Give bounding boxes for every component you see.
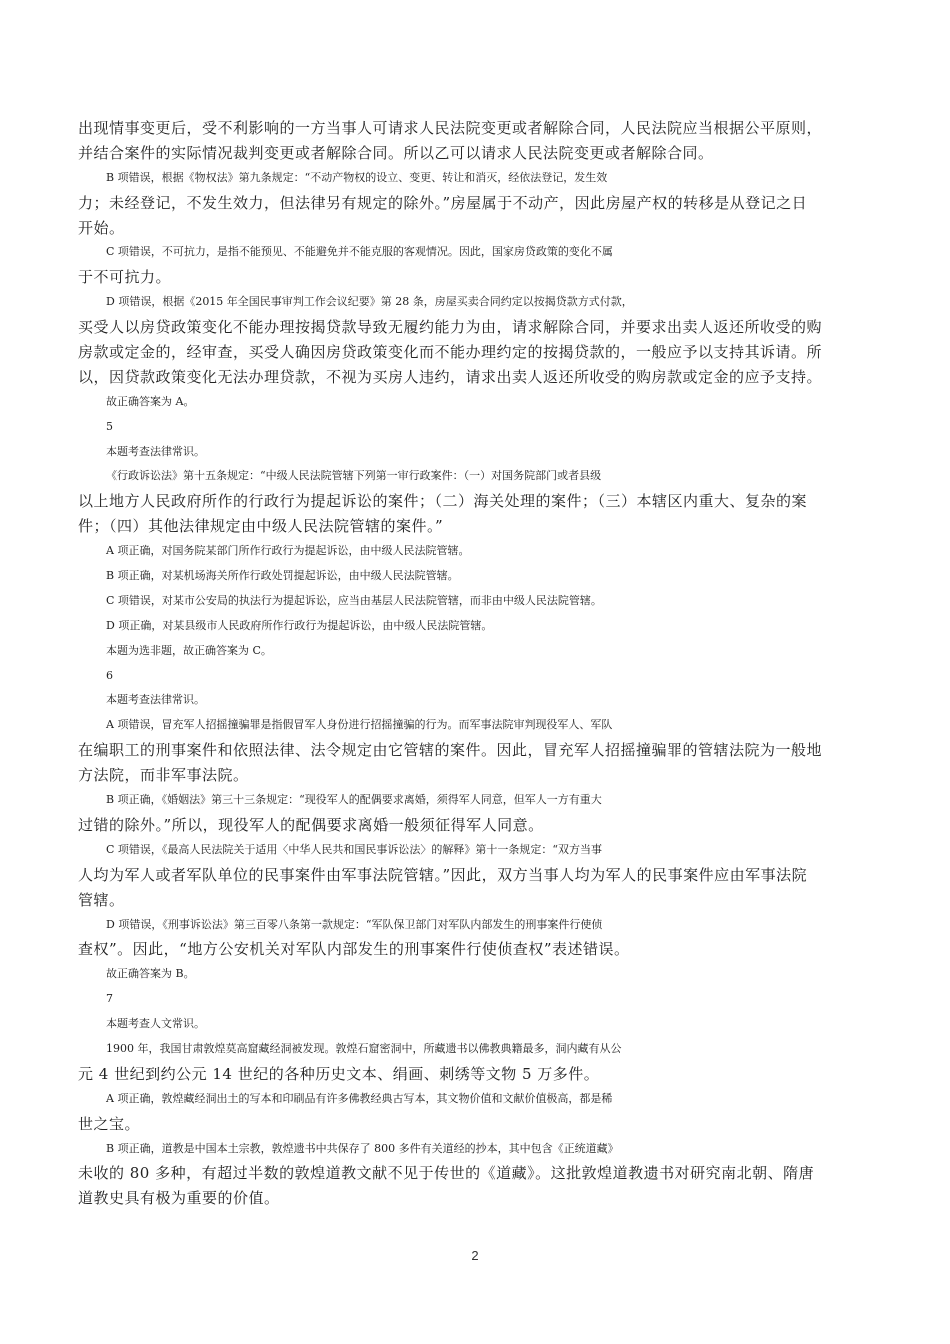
text-line: 世之宝。 bbox=[78, 1114, 141, 1133]
text-line: D 项错误，《刑事诉讼法》第三百零八条第一款规定：“军队保卫部门对军队内部发生的刑事案件行使侦 bbox=[106, 917, 603, 931]
text-line: C 项错误，《最高人民法院关于适用〈中华人民共和国民事诉讼法〉的解释》第十一条规定：“双方当事 bbox=[106, 842, 603, 856]
text-line: 道教史具有极为重要的价值。 bbox=[78, 1189, 280, 1208]
text-line: B 项正确，道教是中国本土宗教，敦煌遗书中共保存了 800 多件有关道经的抄本，其中包含《正统道藏》 bbox=[106, 1141, 619, 1155]
text-line: 开始。 bbox=[78, 218, 125, 237]
text-line: 力；未经登记，不发生效力，但法律另有规定的除外。”房屋属于不动产，因此房屋产权的转移是从登记之日 bbox=[78, 193, 808, 212]
text-line: 房款或定金的，经审查，买受人确因房贷政策变化而不能办理约定的按揭贷款的，一般应予以支持其诉请。所 bbox=[78, 343, 823, 362]
text-line: 未收的 80 多种，有超过半数的敦煌道教文献不见于传世的《道藏》。这批敦煌道教遗书对研究南北朝、隋唐 bbox=[78, 1164, 815, 1183]
text-line: 以上地方人民政府所作的行政行为提起诉讼的案件；（二）海关处理的案件；（三）本辖区内重大、复杂的案 bbox=[78, 492, 808, 511]
text-line: 本题为选非题，故正确答案为 C。 bbox=[106, 643, 272, 657]
text-line: B 项正确，《婚姻法》第三十三条规定：“现役军人的配偶要求离婚，须得军人同意，但军人一方有重大 bbox=[106, 793, 602, 807]
text-line: 于不可抗力。 bbox=[78, 268, 172, 287]
text-line: 5 bbox=[106, 419, 113, 433]
text-line: B 项错误，根据《物权法》第九条规定：“不动产物权的设立、变更、转让和消灭，经依法登记，发生效 bbox=[106, 170, 608, 184]
text-line: 本题考查人文常识。 bbox=[106, 1017, 205, 1031]
text-line: 出现情事变更后，受不利影响的一方当事人可请求人民法院变更或者解除合同，人民法院应当根据公平原则， bbox=[78, 119, 823, 137]
text-line: 6 bbox=[106, 668, 113, 682]
text-line: C 项错误，不可抗力，是指不能预见、不能避免并不能克服的客观情况。因此，国家房贷政策的变化不属 bbox=[106, 245, 613, 259]
text-line: 以，因贷款政策变化无法办理贷款，不视为买房人违约，请求出卖人返还所收受的购房款或定金的应予支持。 bbox=[78, 367, 823, 386]
text-line: 并结合案件的实际情况裁判变更或者解除合同。所以乙可以请求人民法院变更或者解除合同。 bbox=[78, 143, 714, 162]
text-line: D 项错误，根据《2015 年全国民事审判工作会议纪要》第 28 条，房屋买卖合同约定以按揭贷款方式付款， bbox=[106, 295, 633, 309]
text-line: 元 4 世纪到约公元 14 世纪的各种历史文本、绢画、刺绣等文物 5 万多件。 bbox=[78, 1064, 600, 1083]
text-line: A 项错误，冒充军人招摇撞骗罪是指假冒军人身份进行招摇撞骗的行为。而军事法院审判现役军人、军队 bbox=[106, 718, 613, 732]
text-line: 本题考查法律常识。 bbox=[106, 693, 205, 707]
page-number: 2 bbox=[471, 1248, 479, 1263]
text-line: C 项错误，对某市公安局的执法行为提起诉讼，应当由基层人民法院管辖，而非由中级人民法院管辖。 bbox=[106, 593, 602, 607]
text-line: B 项正确，对某机场海关所作行政处罚提起诉讼，由中级人民法院管辖。 bbox=[106, 569, 459, 583]
text-line: D 项正确，对某县级市人民政府所作行政行为提起诉讼，由中级人民法院管辖。 bbox=[106, 618, 493, 632]
text-line: A 项正确，敦煌藏经洞出土的写本和印刷品有许多佛教经典古写本，其文物价值和文献价值极高，都是稀 bbox=[106, 1091, 613, 1105]
text-line: 过错的除外。”所以，现役军人的配偶要求离婚一般须征得军人同意。 bbox=[78, 815, 544, 834]
text-line: 《行政诉讼法》第十五条规定：“中级人民法院管辖下列第一审行政案件：（一）对国务院部门或者县级 bbox=[106, 469, 602, 483]
text-line: 件；（四）其他法律规定由中级人民法院管辖的案件。” bbox=[78, 517, 444, 536]
text-line: 方法院，而非军事法院。 bbox=[78, 766, 249, 785]
text-line: 管辖。 bbox=[78, 890, 125, 909]
text-line: 在编职工的刑事案件和依照法律、法令规定由它管辖的案件。因此，冒充军人招摇撞骗罪的管辖法院为一般地 bbox=[78, 741, 823, 760]
text-line: 人均为军人或者军队单位的民事案件由军事法院管辖。”因此，双方当事人均为军人的民事案件应由军事法院 bbox=[78, 865, 808, 884]
text-line: 故正确答案为 A。 bbox=[106, 394, 195, 408]
text-line: A 项正确，对国务院某部门所作行政行为提起诉讼，由中级人民法院管辖。 bbox=[106, 544, 470, 558]
text-line: 故正确答案为 B。 bbox=[106, 967, 195, 981]
text-line: 本题考查法律常识。 bbox=[106, 444, 205, 458]
text-line: 7 bbox=[106, 992, 113, 1006]
text-line: 1900 年，我国甘肃敦煌莫高窟藏经洞被发现。敦煌石窟密洞中，所藏遗书以佛教典籍最多，洞内藏有从公 bbox=[106, 1041, 622, 1055]
text-line: 买受人以房贷政策变化不能办理按揭贷款导致无履约能力为由，请求解除合同，并要求出卖人返还所收受的购 bbox=[78, 318, 823, 337]
document-body bbox=[78, 116, 877, 1211]
text-line: 查权”。因此，“地方公安机关对军队内部发生的刑事案件行使侦查权”表述错误。 bbox=[78, 940, 630, 959]
